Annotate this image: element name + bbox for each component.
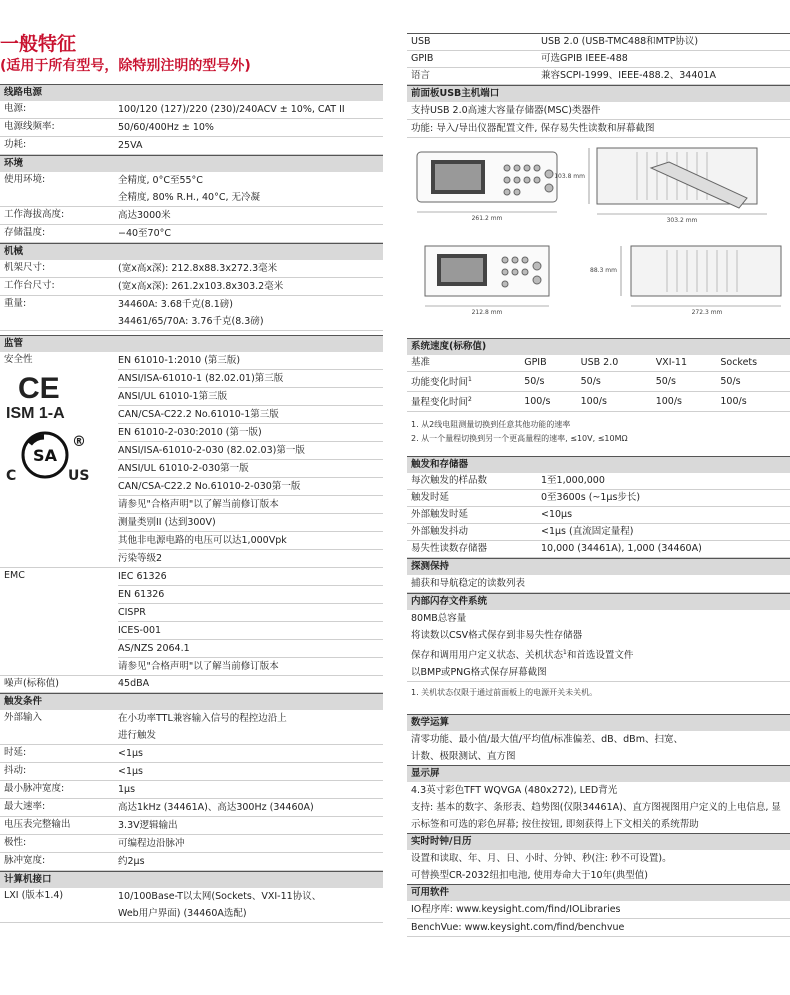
spec-row [407,68,790,85]
spec-row [0,745,383,763]
spec-value-line: 高达3000米 [118,210,171,221]
section-software: 可用软件 [407,884,790,901]
right-column [407,0,790,937]
spec-label: LXI (版本1.4) [4,890,64,901]
spec-label: 极性: [4,837,27,848]
spec-label: 存储温度: [4,227,46,238]
spec-line: ANSI/UL 61010-2-030第一版 [118,460,383,478]
spec-row [0,853,383,871]
spec-line: 2. 从一个量程切换到另一个更高量程的速率, ≤10V, ≤10MΩ [411,434,628,444]
spec-row [407,473,790,490]
spec-value [118,745,383,762]
spec-label: 电源: [4,103,27,114]
flash-note: 1. 关机状态仅限于通过前面板上的电源开关未关机。 [411,688,598,698]
emc-row [0,568,383,676]
spec-label: 语言 [411,70,431,81]
spec-label: 抖动: [4,765,27,776]
certification-logos [6,374,96,490]
section-usb-host: 前面板USB主机端口 [407,85,790,102]
spec-value-line: 100/120 (127)/220 (230)/240ACV ± 10%, CAT II [118,104,345,115]
section-probe-hold: 探测保持 [407,558,790,575]
spec-value-line: 高达1kHz (34461A)、高达300Hz (34460A) [118,802,314,813]
svg-text:SA: SA [33,446,57,465]
spec-value-line: Web用户界面) (34460A选配) [118,908,247,919]
spec-value [118,763,383,780]
spec-line: EN 61326 [118,586,383,604]
spec-value: <1μs (直流固定量程) [541,526,634,538]
emc-label: EMC [4,570,25,581]
section-environment: 环境 [0,155,383,172]
spec-value [118,781,383,798]
spec-line: ICES-001 [118,622,383,640]
spec-row [0,710,383,745]
spec-line: 请参见"合格声明"以了解当前修订版本 [118,496,383,514]
spec-row [0,137,383,155]
speed-cell: 量程变化时间$^2$ [407,392,520,412]
spec-value-line: <1μs [118,748,143,759]
speed-col-header: Sockets [716,355,790,372]
spec-value-line: 全精度, 80% R.H., 40°C, 无冷凝 [118,192,261,203]
spec-line: 测量类别II (达到300V) [118,514,383,532]
section-flash: 内部闪存文件系统 [407,593,790,610]
spec-value [118,207,383,224]
spec-line: 其他非电源电路的电压可以达1,000Vpk [118,532,383,550]
spec-line: 请参见"合格声明"以了解当前修订版本 [118,661,279,672]
spec-row [0,260,383,278]
section-trigger: 触发条件 [0,693,383,710]
probe-line: 捕获和导航稳定的读数列表 [407,575,790,593]
spec-row [0,781,383,799]
spec-label: 工作台尺寸: [4,280,55,291]
spec-label: 工作海拔高度: [4,209,65,220]
spec-row [407,34,790,51]
speed-col-header: GPIB [520,355,576,372]
spec-line: ANSI/ISA-61010-1 (82.02.01)第三版 [118,370,383,388]
registered-mark: ® [72,434,86,450]
spec-row [0,835,383,853]
spec-value: USB 2.0 (USB-TMC488和MTP协议) [541,36,699,47]
spec-line: IO程序库: www.keysight.com/find/IOLibraries [407,901,790,919]
section-power: 线路电源 [0,84,383,101]
flash-line: 80MB总容量 [411,613,467,625]
spec-value-line: 25VA [118,140,143,151]
spec-value [118,799,383,816]
spec-value [118,119,383,136]
spec-line: AS/NZS 2064.1 [118,640,383,658]
spec-line: BenchVue: www.keysight.com/find/benchvue [407,919,790,937]
speed-cell: 50/s [520,372,576,392]
flash-line: 以BMP或PNG格式保存屏幕截图 [407,664,790,682]
left-column [0,0,383,923]
spec-value-line: 可编程边沿脉冲 [118,838,185,849]
speed-cell: 100/s [716,392,790,412]
spec-value-line: 约2μs [118,856,145,867]
spec-line: 1. 从2线电阻测量切换到任意其他功能的速率 [411,420,571,430]
spec-line: 支持: 基本的数字、条形表、趋势图(仅限34461A)、直方图视图用户定义的上电信息, 显示标签和可选的彩色屏幕; 按住按钮, 即刻获得上下文相关的系统帮助 [411,802,781,831]
spec-row [0,763,383,781]
section-mechanical: 机械 [0,243,383,260]
section-rtc: 实时时钟/日历 [407,833,790,850]
speed-col-header: VXI-11 [652,355,717,372]
spec-value: 兼容SCPI-1999、IEEE-488.2、34401A [541,70,716,81]
spec-label: 外部触发时延 [411,509,469,521]
spec-row [0,101,383,119]
spec-value-line: 50/60/400Hz ± 10% [118,122,214,133]
speed-cell: 100/s [652,392,717,412]
dim-212: 212.8 mm [471,309,503,316]
spec-value-line: 3.3V逻辑输出 [118,820,178,831]
spec-value-line: 在小功率TTL兼容输入信号的程控边沿上 [118,713,287,724]
speed-cell: 50/s [652,372,717,392]
spec-label: 触发时延 [411,492,450,504]
spec-line: 支持USB 2.0高速大容量存储器(MSC)类器件 [407,102,790,120]
speed-cell: 100/s [520,392,576,412]
spec-value [118,835,383,852]
dim-103: 103.8 mm [554,173,585,180]
spec-value: <10μs [541,509,573,521]
spec-value-line: 34461/65/70A: 3.76千克(8.3磅) [118,316,264,327]
spec-value: 0至3600s (~1μs步长) [541,492,641,504]
spec-label: GPIB [411,53,434,64]
flash-line: 保存和调用用户定义状态、关机状态$^1$和首选设置文件 [411,649,634,662]
ce-mark-icon: CE [18,372,60,405]
spec-row [407,490,790,507]
spec-row [0,225,383,243]
spec-value [118,888,383,922]
spec-label: 机架尺寸: [4,262,46,273]
spec-row [407,507,790,524]
ism-mark: ISM 1-A [6,405,65,422]
speed-col-header: USB 2.0 [577,355,652,372]
page-title: 一般特征 [0,33,77,55]
speed-cell: 50/s [577,372,652,392]
spec-value-line: −40至70°C [118,228,172,239]
spec-row [0,172,383,207]
section-display: 显示屏 [407,765,790,782]
csa-c-label: C [6,468,17,484]
spec-value-line: (宽x高x深): 212.8x88.3x272.3毫米 [118,263,278,274]
spec-value-line: 10/100Base-T以太网(Sockets、VXI-11协议、 [118,891,322,902]
speed-cell: 100/s [577,392,652,412]
spec-line: ANSI/ISA-61010-2-030 (82.02.03)第一版 [118,442,383,460]
spec-value-line: 34460A: 3.68千克(8.1磅) [118,299,233,310]
spec-row [0,888,383,923]
spec-value: 可选GPIB IEEE-488 [541,53,628,64]
spec-label: 每次触发的样品数 [411,475,488,487]
spec-row [407,51,790,68]
spec-label: 使用环境: [4,174,46,185]
spec-row [0,207,383,225]
spec-label: 最大速率: [4,801,46,812]
spec-line: 4.3英寸彩色TFT WQVGA (480x272), LED背光 [411,785,618,797]
section-io: 计算机接口 [0,871,383,888]
spec-label: 外部输入 [4,712,43,723]
spec-value [118,260,383,277]
spec-label: 功耗: [4,139,27,150]
dim-272: 272.3 mm [691,309,723,316]
spec-value [118,296,383,330]
spec-value: 1至1,000,000 [541,475,605,487]
speed-col-header: 基准 [407,355,520,372]
spec-value [118,710,383,744]
spec-line: IEC 61326 [118,568,383,586]
page-subtitle: (适用于所有型号，除特别注明的型号外) [0,58,251,74]
section-trigger-memory: 触发和存储器 [407,456,790,473]
safety-row [0,352,383,568]
spec-label: 最小脉冲宽度: [4,783,65,794]
spec-label: 电压表完整输出 [4,819,71,830]
spec-line: 清零功能、最小值/最大值/平均值/标准偏差、dB、dBm、扫宽、 [411,734,683,746]
spec-value [118,172,383,206]
spec-line: 计数、极限测试、直方图 [411,751,516,763]
spec-row [0,799,383,817]
spec-label: 脉冲宽度: [4,855,46,866]
spec-label: 时延: [4,747,27,758]
spec-line: ANSI/UL 61010-1第三版 [118,388,383,406]
spec-value [118,101,383,118]
speed-cell: 功能变化时间$^1$ [407,372,520,392]
spec-value-line: 进行触发 [118,730,157,741]
spec-label: USB [411,36,431,47]
spec-row [407,541,790,558]
spec-value [118,853,383,870]
spec-value-line: (宽x高x深): 261.2x103.8x303.2毫米 [118,281,284,292]
spec-row [0,296,383,331]
dim-88: 88.3 mm [590,267,617,274]
spec-value [118,817,383,834]
spec-line: EN 61010-1:2010 (第三版) [118,352,383,370]
spec-value: 10,000 (34461A), 1,000 (34460A) [541,543,702,555]
spec-line: 可替换型CR-2032纽扣电池, 使用寿命大于10年(典型值) [411,870,648,882]
spec-value [118,225,383,242]
instrument-drawing [407,138,790,338]
csa-mark-icon [6,430,96,490]
spec-label: 电源线频率: [4,121,55,132]
spec-line: CAN/CSA-C22.2 No.61010-1第三版 [118,406,383,424]
dim-261: 261.2 mm [471,215,503,222]
csa-us-label: US [68,468,90,484]
noise-value: 45dBA [118,678,150,689]
spec-row [0,817,383,835]
spec-value-line: 1μs [118,784,136,795]
spec-value-line: 全精度, 0°C至55°C [118,175,203,186]
spec-label: 外部触发抖动 [411,526,469,538]
spec-line: CISPR [118,604,383,622]
safety-label: 安全性 [4,354,33,365]
spec-value [118,278,383,295]
speed-table [407,355,790,412]
section-system-speed: 系统速度(标称值) [407,338,790,355]
noise-label: 噪声(标称值) [4,678,59,689]
spec-label: 重量: [4,298,27,309]
spec-row [407,524,790,541]
section-regulatory: 监管 [0,335,383,352]
spec-line: 设置和读取、年、月、日、小时、分钟、秒(注: 秒不可设置)。 [411,853,672,865]
dim-303: 303.2 mm [666,217,698,224]
dimension-drawings [407,138,790,338]
section-math: 数学运算 [407,714,790,731]
spec-line: 功能: 导入/导出仪器配置文件, 保存易失性读数和屏幕截图 [407,120,790,138]
speed-cell: 50/s [716,372,790,392]
flash-line: 将读数以CSV格式保存到非易失性存储器 [411,630,583,642]
noise-row [0,676,383,693]
spec-line: CAN/CSA-C22.2 No.61010-2-030第一版 [118,478,383,496]
spec-line: EN 61010-2-030:2010 (第一版) [118,424,383,442]
spec-label: 易失性读数存储器 [411,543,488,555]
spec-value-line: <1μs [118,766,143,777]
spec-row [0,119,383,137]
spec-value [118,137,383,154]
spec-row [0,278,383,296]
spec-line: 污染等级2 [118,553,163,564]
